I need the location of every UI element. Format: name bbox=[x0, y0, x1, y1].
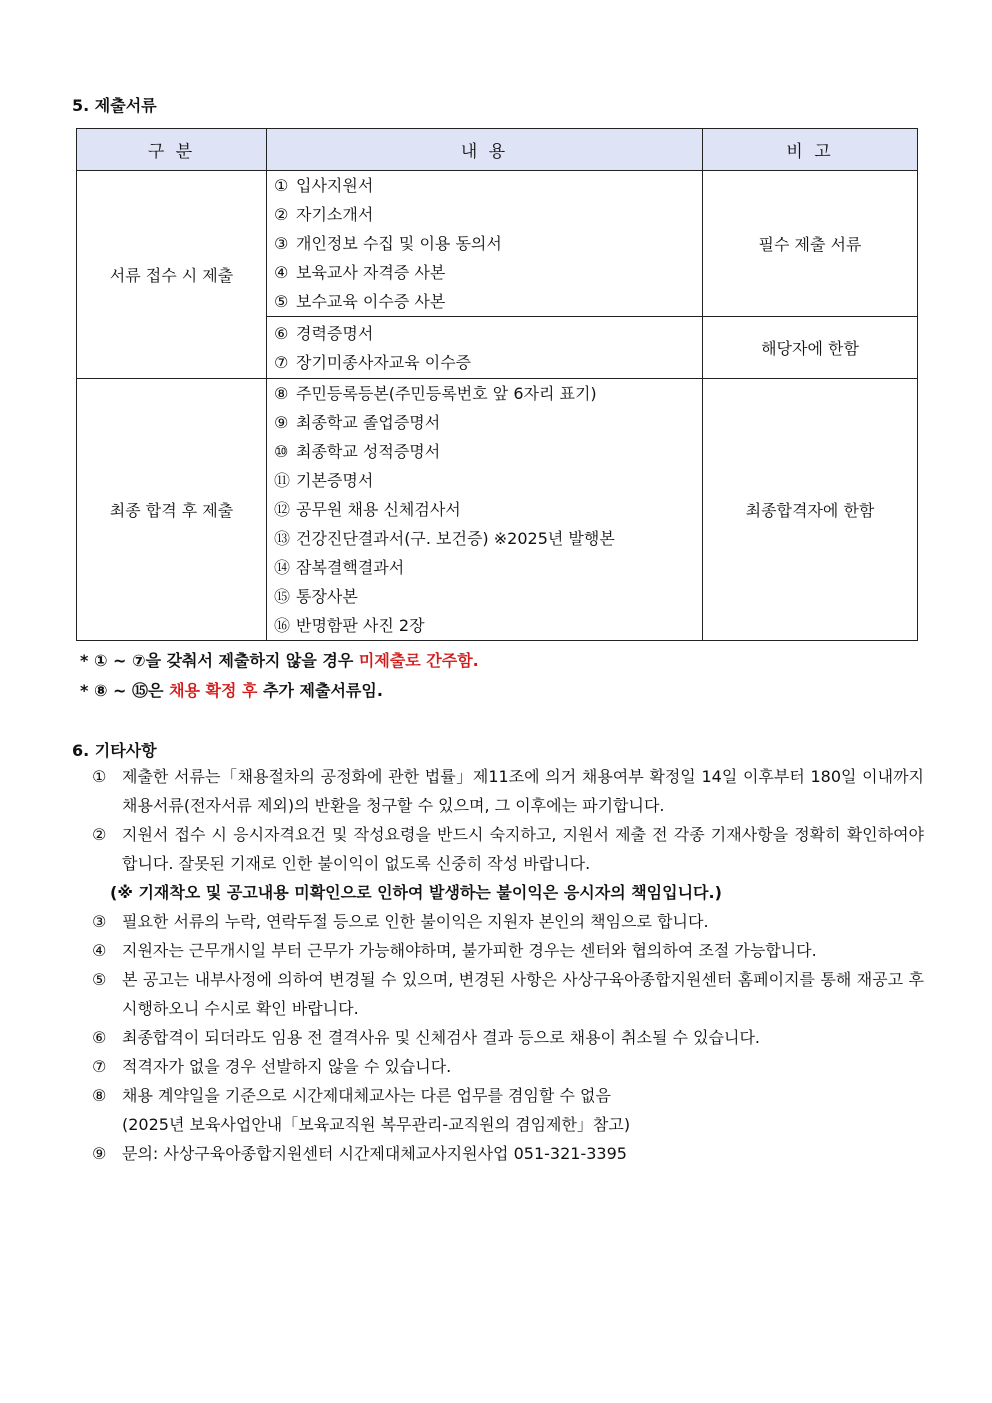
item-number: ⑪ bbox=[274, 471, 291, 490]
item-text: 통장사본 bbox=[296, 587, 358, 606]
item-text: 보육교사 자격증 사본 bbox=[296, 263, 446, 282]
item-text: 주민등록등본(주민등록번호 앞 6자리 표기) bbox=[296, 384, 597, 403]
document-item bbox=[274, 379, 702, 408]
list-item: ③ 필요한 서류의 누락, 연락두절 등으로 인한 불이익은 지원자 본인의 책임으로 합니다. bbox=[92, 912, 709, 931]
item-text: 입사지원서 bbox=[296, 176, 374, 195]
item-number: ⑥ bbox=[274, 323, 289, 343]
document-item bbox=[274, 408, 702, 437]
list-item: ⑧ 채용 계약일을 기준으로 시간제대체교사는 다른 업무를 겸임할 수 없음 bbox=[92, 1086, 611, 1105]
category-cell: 최종 합격 후 제출 bbox=[77, 379, 267, 641]
section-6-title: 6. 기타사항 bbox=[72, 741, 157, 760]
list-item: ② 지원서 접수 시 응시자격요건 및 작성요령을 반드시 숙지하고, 지원서 제출 전 각종 기재사항을 정확히 확인하여야 합니다. 잘못된 기재로 인한 불이익이 없도록 신중히 작성 바랍니다. bbox=[92, 825, 924, 873]
item-text: 경력증명서 bbox=[296, 323, 374, 343]
document-item bbox=[274, 524, 702, 553]
document-item bbox=[274, 287, 702, 316]
item-number: ⑧ bbox=[274, 384, 289, 403]
submission-note: * ⑧ ~ ⑮은 채용 확정 후 추가 제출서류임. bbox=[80, 681, 383, 700]
item-number: ⑯ bbox=[274, 616, 291, 635]
item-number: ① bbox=[274, 176, 289, 195]
note-cell: 필수 제출 서류 bbox=[703, 171, 918, 317]
item-number: ⑤ bbox=[274, 292, 289, 311]
items-cell bbox=[267, 379, 703, 641]
document-item bbox=[274, 611, 702, 640]
item-number: ⑮ bbox=[274, 587, 291, 606]
section-5-title: 5. 제출서류 bbox=[72, 96, 157, 115]
list-item: ⑨ 문의: 사상구육아종합지원센터 시간제대체교사지원사업 051-321-3395 bbox=[92, 1144, 627, 1163]
item-number: ⑩ bbox=[274, 442, 289, 461]
items-cell bbox=[267, 317, 703, 379]
table-row bbox=[77, 171, 918, 317]
table-row bbox=[77, 379, 918, 641]
item-number: ⑦ bbox=[274, 352, 289, 372]
document-item bbox=[274, 200, 702, 229]
item-text: 건강진단결과서(구. 보건증) ※2025년 발행본 bbox=[296, 529, 615, 548]
category-cell: 서류 접수 시 제출 bbox=[77, 171, 267, 379]
document-item bbox=[274, 553, 702, 582]
table-header-row bbox=[77, 129, 918, 171]
item-number: ⑬ bbox=[274, 529, 291, 548]
item-text: 최종학교 졸업증명서 bbox=[296, 413, 441, 432]
item-text: 장기미종사자교육 이수증 bbox=[296, 352, 472, 372]
item-text: 공무원 채용 신체검사서 bbox=[296, 500, 461, 519]
list-item: ④ 지원자는 근무개시일 부터 근무가 가능해야하며, 불가피한 경우는 센터와 협의하여 조절 가능합니다. bbox=[92, 941, 817, 960]
item-text: 개인정보 수집 및 이용 동의서 bbox=[296, 234, 502, 253]
header-category: 구 분 bbox=[77, 129, 267, 171]
note-cell: 해당자에 한함 bbox=[703, 317, 918, 379]
list-item: ⑦ 적격자가 없을 경우 선발하지 않을 수 있습니다. bbox=[92, 1057, 452, 1076]
document-item bbox=[274, 582, 702, 611]
document-item bbox=[274, 258, 702, 287]
header-note: 비 고 bbox=[703, 129, 918, 171]
note-cell: 최종합격자에 한함 bbox=[703, 379, 918, 641]
items-cell bbox=[267, 171, 703, 317]
item-number: ② bbox=[274, 205, 289, 224]
document-item bbox=[274, 229, 702, 258]
item-number: ③ bbox=[274, 234, 289, 253]
list-item: ⑤ 본 공고는 내부사정에 의하여 변경될 수 있으며, 변경된 사항은 사상구육아종합지원센터 홈페이지를 통해 재공고 후 시행하오니 수시로 확인 바랍니다. bbox=[92, 970, 924, 1018]
document-item bbox=[274, 495, 702, 524]
list-item: ① 제출한 서류는「채용절차의 공정화에 관한 법률」제11조에 의거 채용여부 확정일 14일 이후부터 180일 이내까지 채용서류(전자서류 제외)의 반환을 청구할 수 있으며, 그 이후에는 파기합니다. bbox=[92, 767, 924, 815]
item-number: ④ bbox=[274, 263, 289, 282]
item-text: 최종학교 성적증명서 bbox=[296, 442, 441, 461]
warning-note: (※ 기재착오 및 공고내용 미확인으로 인하여 발생하는 불이익은 응시자의 책임입니다.) bbox=[110, 883, 722, 902]
submission-documents-table bbox=[76, 128, 918, 641]
item-number: ⑨ bbox=[274, 413, 289, 432]
header-content: 내 용 bbox=[267, 129, 703, 171]
document-item bbox=[274, 437, 702, 466]
item-text: 잠복결핵결과서 bbox=[296, 558, 405, 577]
item-text: 기본증명서 bbox=[296, 471, 374, 490]
item-text: 보수교육 이수증 사본 bbox=[296, 292, 446, 311]
list-item-sub: (2025년 보육사업안내「보육교직원 복무관리-교직원의 겸임제한」참고) bbox=[122, 1115, 631, 1134]
item-number: ⑭ bbox=[274, 558, 291, 577]
document-item bbox=[274, 466, 702, 495]
document-item bbox=[274, 348, 702, 377]
list-item: ⑥ 최종합격이 되더라도 임용 전 결격사유 및 신체검사 결과 등으로 채용이 취소될 수 있습니다. bbox=[92, 1028, 760, 1047]
other-items-list bbox=[92, 762, 924, 1168]
item-text: 반명함판 사진 2장 bbox=[296, 616, 425, 635]
submission-note: * ① ~ ⑦을 갖춰서 제출하지 않을 경우 미제출로 간주함. bbox=[80, 651, 479, 670]
document-item bbox=[274, 171, 702, 200]
document-item bbox=[274, 319, 702, 348]
item-number: ⑫ bbox=[274, 500, 291, 519]
item-text: 자기소개서 bbox=[296, 205, 374, 224]
